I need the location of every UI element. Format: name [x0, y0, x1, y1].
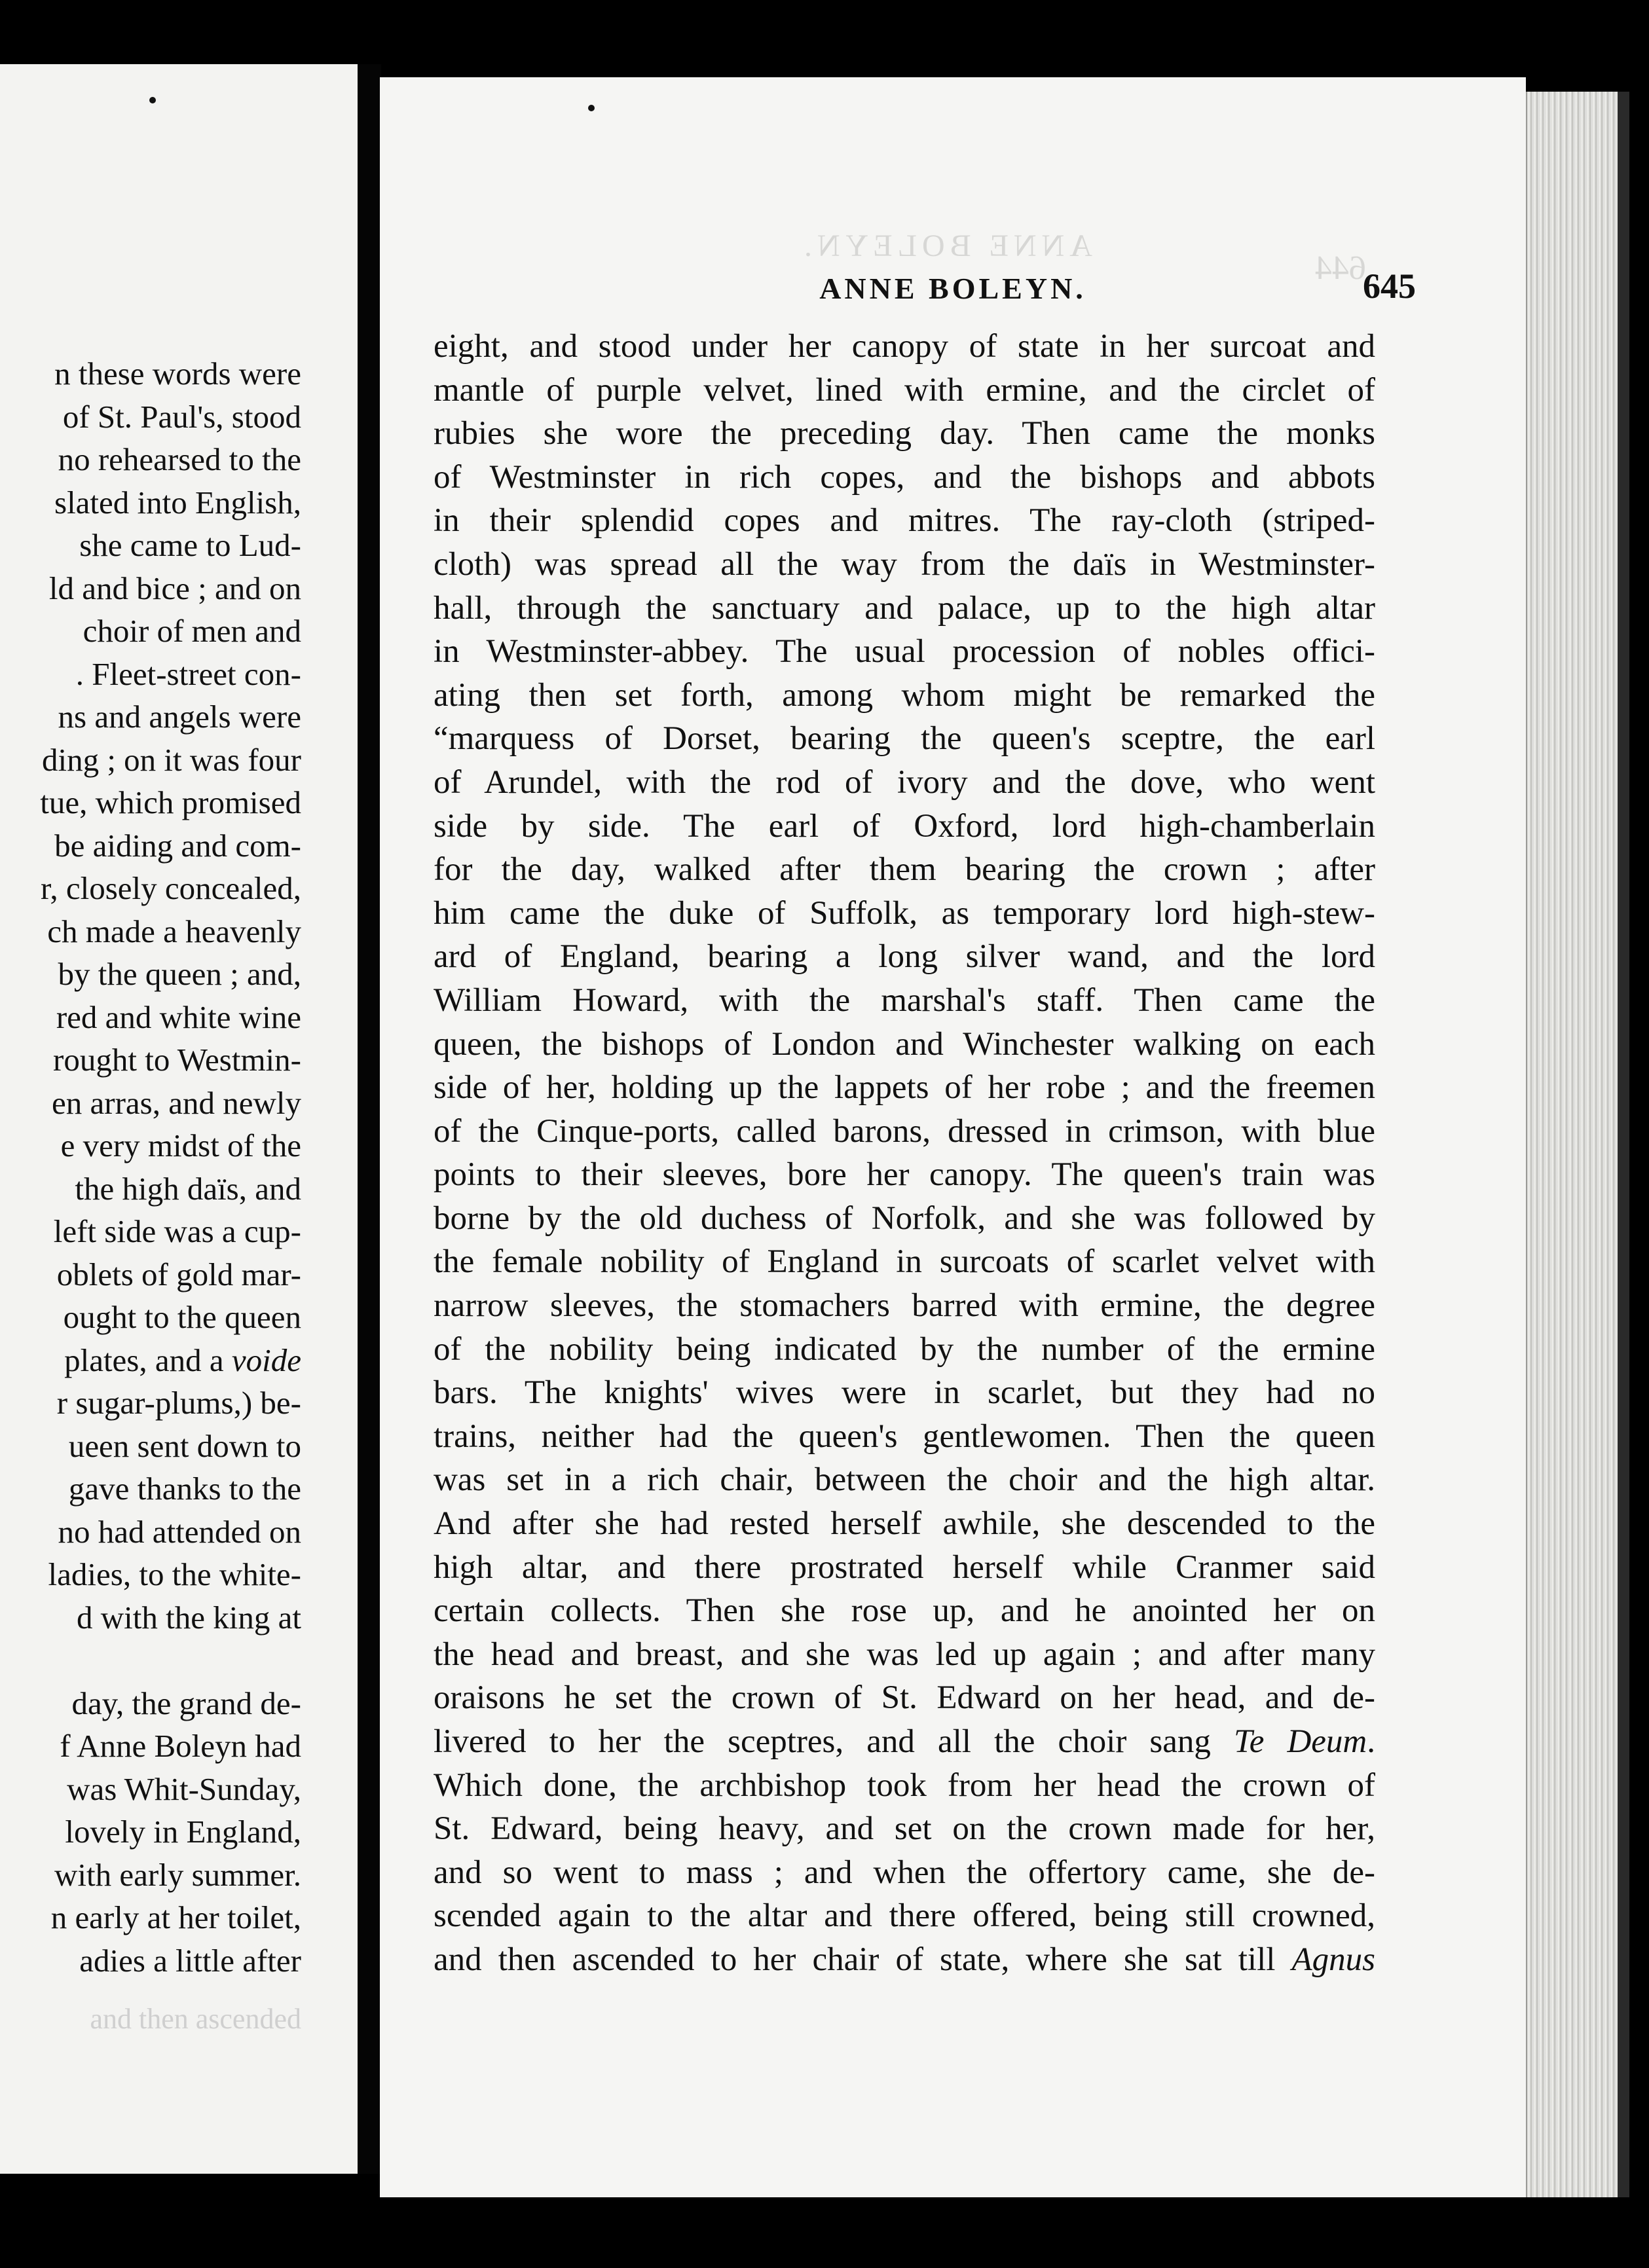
page-edges-shadow	[1618, 92, 1629, 2197]
body-text-line: And after she had rested herself awhile, she descended to the	[434, 1505, 1375, 1543]
left-text-line: choir of men and	[83, 613, 301, 649]
body-text-line: in their splendid copes and mitres. The ray-cloth (striped-	[434, 502, 1375, 540]
book-gutter	[358, 64, 381, 2174]
bleed-through-page-number: 644	[1315, 249, 1366, 287]
body-text-line: bars. The knights' wives were in scarlet, but they had no	[434, 1374, 1375, 1412]
body-text-line: side of her, holding up the lappets of her robe ; and the freemen	[434, 1069, 1375, 1107]
left-text-line: slated into English,	[54, 484, 301, 521]
left-text-line: of St. Paul's, stood	[62, 398, 301, 435]
left-text-line: the high daïs, and	[75, 1170, 301, 1207]
italic-word: voide	[231, 1342, 301, 1378]
body-text-line: St. Edward, being heavy, and set on the crown made for her,	[434, 1810, 1375, 1848]
left-text-line: left side was a cup-	[53, 1213, 301, 1249]
body-text-line: queen, the bishops of London and Winchester walking on each	[434, 1025, 1375, 1063]
left-text-line: be aiding and com-	[54, 827, 301, 864]
left-text-fragment: plates, and a	[64, 1342, 232, 1378]
running-head: ANNE BOLEYN.	[819, 272, 1086, 305]
body-text-line: and so went to mass ; and when the offertory came, she de-	[434, 1854, 1375, 1891]
left-text-line: ueen sent down to	[68, 1427, 301, 1464]
left-text-line: r sugar-plums,) be-	[56, 1385, 301, 1421]
left-text-line: ns and angels were	[58, 699, 301, 735]
left-text-line: r, closely concealed,	[40, 870, 301, 906]
body-text-line: points to their sleeves, bore her canopy. The queen's train was	[434, 1156, 1375, 1194]
body-text-line: livered to her the sceptres, and all the choir sang Te Deum.	[434, 1723, 1375, 1760]
left-text-line: ladies, to the white-	[48, 1556, 301, 1592]
left-page	[0, 64, 361, 2174]
body-text-line: the female nobility of England in surcoats of scarlet velvet with	[434, 1243, 1375, 1281]
body-text-line: “marquess of Dorset, bearing the queen's sceptre, the earl	[434, 720, 1375, 758]
left-text-line: ought to the queen	[63, 1299, 301, 1335]
left-text-line: d with the king at	[77, 1599, 301, 1636]
body-text-line: of the Cinque-ports, called barons, dressed in crimson, with blue	[434, 1112, 1375, 1150]
left-text-line: ding ; on it was four	[41, 741, 301, 778]
body-text	[434, 325, 1375, 1982]
left-text-line: by the queen ; and,	[58, 956, 301, 992]
left-text-line: n early at her toilet,	[50, 1899, 301, 1935]
body-text-line: mantle of purple velvet, lined with ermine, and the circlet of	[434, 371, 1375, 409]
left-text-line: no rehearsed to the	[58, 441, 301, 477]
page-number: 645	[1363, 266, 1416, 306]
ink-speck	[149, 97, 156, 103]
body-text-line: of Westminster in rich copes, and the bishops and abbots	[434, 458, 1375, 496]
body-text-line: oraisons he set the crown of St. Edward on her head, and de-	[434, 1679, 1375, 1717]
body-text-line: high altar, and there prostrated herself while Cranmer said	[434, 1548, 1375, 1586]
body-text-line: hall, through the sanctuary and palace, up to the high altar	[434, 589, 1375, 627]
ink-speck	[588, 105, 595, 111]
body-text-line: William Howard, with the marshal's staff. Then came the	[434, 981, 1375, 1019]
left-page-bleed-through: and then ascended	[90, 2003, 301, 2035]
body-text-line: scended again to the altar and there offered, being still crowned,	[434, 1897, 1375, 1935]
body-text-line: ard of England, bearing a long silver wand, and the lord	[434, 938, 1375, 976]
left-text-line: she came to Lud-	[79, 527, 301, 563]
body-text-line: the head and breast, and she was led up again ; and after many	[434, 1636, 1375, 1673]
body-text-line: Which done, the archbishop took from her head the crown of	[434, 1766, 1375, 1804]
left-text-line: no had attended on	[58, 1513, 301, 1550]
body-text-line: of Arundel, with the rod of ivory and the dove, who went	[434, 763, 1375, 801]
left-text-line: red and white wine	[56, 998, 301, 1035]
left-text-line: gave thanks to the	[68, 1471, 301, 1507]
page-edges	[1526, 92, 1619, 2197]
left-text-line: f Anne Boleyn had	[60, 1728, 301, 1764]
left-text-line: oblets of gold mar-	[56, 1256, 301, 1292]
body-text-line: was set in a rich chair, between the choir and the high altar.	[434, 1461, 1375, 1499]
body-text-line: him came the duke of Suffolk, as temporary lord high-stew-	[434, 894, 1375, 932]
left-text-line: en arras, and newly	[52, 1084, 301, 1121]
left-text-line: was Whit-Sunday,	[67, 1770, 301, 1807]
body-text-line: cloth) was spread all the way from the daïs in Westminster-	[434, 545, 1375, 583]
right-page	[380, 77, 1526, 2197]
left-text-line: n these words were	[54, 356, 301, 392]
left-text-line: ld and bice ; and on	[48, 570, 301, 606]
left-text-line: with early summer.	[54, 1856, 301, 1893]
left-text-line	[0, 1339, 301, 1382]
left-text-line: ch made a heavenly	[47, 913, 301, 949]
body-text-line: eight, and stood under her canopy of state in her surcoat and	[434, 328, 1375, 365]
body-text-line: certain collects. Then she rose up, and he anointed her on	[434, 1592, 1375, 1630]
body-text-line: side by side. The earl of Oxford, lord high-chamberlain	[434, 807, 1375, 845]
body-text-line: trains, neither had the queen's gentlewomen. Then the queen	[434, 1418, 1375, 1455]
bleed-through-header: ANNE BOLEYN.	[799, 229, 1092, 263]
left-page-text	[0, 352, 301, 1982]
left-text-line: adies a little after	[79, 1942, 301, 1979]
body-text-line: in Westminster-abbey. The usual procession of nobles offici-	[434, 633, 1375, 670]
body-text-line: narrow sleeves, the stomachers barred with ermine, the degree	[434, 1287, 1375, 1325]
left-text-line: rought to Westmin-	[53, 1042, 301, 1078]
body-text-line: rubies she wore the preceding day. Then came the monks	[434, 415, 1375, 452]
left-text-line: day, the grand de-	[71, 1685, 301, 1721]
left-text-line	[0, 1639, 301, 1682]
left-text-line: e very midst of the	[60, 1127, 301, 1163]
left-text-line: . Fleet-street con-	[75, 655, 301, 692]
body-text-line: ating then set forth, among whom might be remarked the	[434, 676, 1375, 714]
body-text-line: and then ascended to her chair of state, where she sat till Agnus	[434, 1941, 1375, 1978]
left-text-line: tue, which promised	[40, 784, 301, 820]
body-text-line: for the day, walked after them bearing the crown ; after	[434, 851, 1375, 888]
body-text-line: borne by the old duchess of Norfolk, and she was followed by	[434, 1199, 1375, 1237]
left-text-line: lovely in England,	[65, 1814, 301, 1850]
body-text-line: of the nobility being indicated by the number of the ermine	[434, 1330, 1375, 1368]
